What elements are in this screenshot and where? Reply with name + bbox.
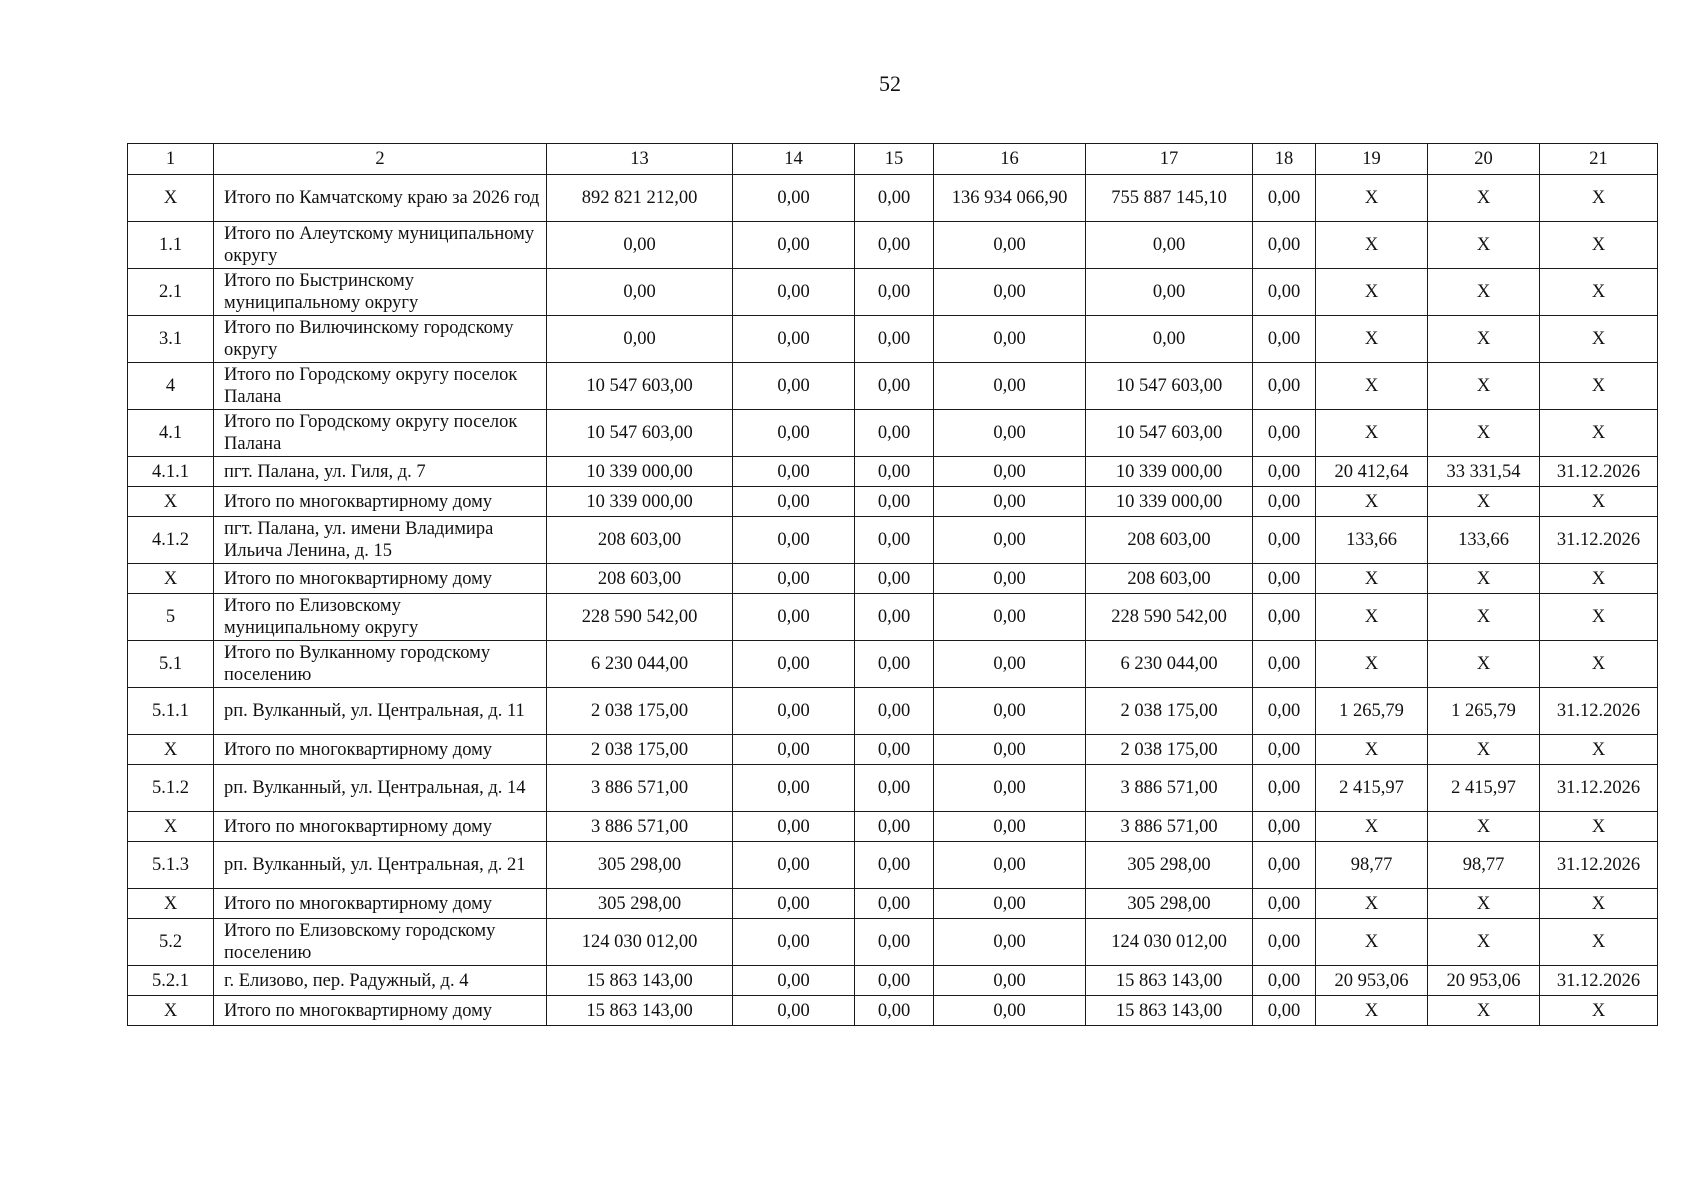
table-cell: 0,00 <box>855 175 934 222</box>
table-cell: Х <box>1428 487 1540 517</box>
table-cell: 10 339 000,00 <box>1086 487 1253 517</box>
table-cell: Х <box>1540 594 1658 641</box>
table-row <box>128 919 1658 966</box>
page-number: 52 <box>879 71 901 96</box>
table-cell: 10 339 000,00 <box>547 487 733 517</box>
row-number-cell: 4.1.2 <box>128 517 214 564</box>
table-cell: 0,00 <box>934 996 1086 1026</box>
table-cell: 208 603,00 <box>1086 564 1253 594</box>
table-cell: 0,00 <box>1253 564 1316 594</box>
table-cell: Х <box>1428 316 1540 363</box>
table-cell: 20 412,64 <box>1316 457 1428 487</box>
table-cell: 0,00 <box>1253 996 1316 1026</box>
row-name-cell: Итого по Вилючинскому городскому округу <box>214 316 547 363</box>
table-cell: 0,00 <box>934 889 1086 919</box>
table-row <box>128 363 1658 410</box>
table-cell: 0,00 <box>1253 363 1316 410</box>
row-name-cell: г. Елизово, пер. Радужный, д. 4 <box>214 966 547 996</box>
table-cell: 15 863 143,00 <box>1086 966 1253 996</box>
table-row <box>128 966 1658 996</box>
table-cell: 133,66 <box>1316 517 1428 564</box>
table-cell: 6 230 044,00 <box>547 641 733 688</box>
table-cell: 3 886 571,00 <box>547 812 733 842</box>
table-cell: Х <box>1316 222 1428 269</box>
table-cell: Х <box>1316 919 1428 966</box>
table-cell: Х <box>1316 316 1428 363</box>
table-cell: 2 038 175,00 <box>547 735 733 765</box>
table-cell: 31.12.2026 <box>1540 842 1658 889</box>
table-cell: 0,00 <box>1253 765 1316 812</box>
table-cell: 20 953,06 <box>1428 966 1540 996</box>
table-cell: 0,00 <box>733 517 855 564</box>
table-cell: 10 339 000,00 <box>1086 457 1253 487</box>
table-cell: Х <box>1540 269 1658 316</box>
table-row <box>128 996 1658 1026</box>
table-cell: 0,00 <box>855 765 934 812</box>
table-cell: 228 590 542,00 <box>1086 594 1253 641</box>
table-cell: 136 934 066,90 <box>934 175 1086 222</box>
column-header: 1 <box>128 144 214 175</box>
table-cell: Х <box>1316 889 1428 919</box>
table-cell: 133,66 <box>1428 517 1540 564</box>
table-body <box>128 175 1658 1026</box>
table-cell: 3 886 571,00 <box>547 765 733 812</box>
row-name-cell: пгт. Палана, ул. имени Владимира Ильича Ленина, д. 15 <box>214 517 547 564</box>
table-cell: Х <box>1540 175 1658 222</box>
table-cell: 98,77 <box>1428 842 1540 889</box>
table-cell: 33 331,54 <box>1428 457 1540 487</box>
table-cell: 0,00 <box>855 919 934 966</box>
table-cell: 10 339 000,00 <box>547 457 733 487</box>
row-number-cell: 1.1 <box>128 222 214 269</box>
row-name-cell: рп. Вулканный, ул. Центральная, д. 11 <box>214 688 547 735</box>
table-cell: Х <box>1540 919 1658 966</box>
table-cell: 31.12.2026 <box>1540 457 1658 487</box>
table-cell: 0,00 <box>547 222 733 269</box>
row-number-cell: 5.1 <box>128 641 214 688</box>
table-cell: 0,00 <box>855 222 934 269</box>
table-cell: 0,00 <box>934 641 1086 688</box>
table-cell: 0,00 <box>934 688 1086 735</box>
table-cell: 0,00 <box>1253 919 1316 966</box>
table-cell: 0,00 <box>934 316 1086 363</box>
table-cell: 0,00 <box>1086 316 1253 363</box>
table-cell: 305 298,00 <box>547 842 733 889</box>
row-name-cell: Итого по Алеутскому муниципальному округу <box>214 222 547 269</box>
table-cell: 0,00 <box>733 812 855 842</box>
table-cell: 228 590 542,00 <box>547 594 733 641</box>
table-cell: 0,00 <box>934 517 1086 564</box>
table-cell: 1 265,79 <box>1316 688 1428 735</box>
row-name-cell: Итого по Елизовскому городскому поселению <box>214 919 547 966</box>
table-cell: 0,00 <box>733 594 855 641</box>
table-cell: 208 603,00 <box>1086 517 1253 564</box>
table-cell: 31.12.2026 <box>1540 517 1658 564</box>
table-cell: 0,00 <box>934 457 1086 487</box>
table-cell: 0,00 <box>547 316 733 363</box>
table-row <box>128 594 1658 641</box>
table-cell: 0,00 <box>934 363 1086 410</box>
table-cell: 0,00 <box>1086 222 1253 269</box>
table-cell: 755 887 145,10 <box>1086 175 1253 222</box>
table-row <box>128 765 1658 812</box>
row-name-cell: Итого по многоквартирному дому <box>214 889 547 919</box>
table-cell: 31.12.2026 <box>1540 688 1658 735</box>
column-header: 2 <box>214 144 547 175</box>
table-cell: Х <box>1316 594 1428 641</box>
table-cell: Х <box>1428 363 1540 410</box>
table-cell: 0,00 <box>934 812 1086 842</box>
row-name-cell: Итого по Быстринскому муниципальному округу <box>214 269 547 316</box>
row-name-cell: Итого по многоквартирному дому <box>214 487 547 517</box>
table-cell: 10 547 603,00 <box>547 410 733 457</box>
table-cell: 15 863 143,00 <box>1086 996 1253 1026</box>
table-cell: 0,00 <box>733 457 855 487</box>
table-cell: 3 886 571,00 <box>1086 765 1253 812</box>
table-cell: 0,00 <box>934 842 1086 889</box>
row-name-cell: Итого по Городскому округу поселок Палана <box>214 410 547 457</box>
table-cell: 305 298,00 <box>1086 842 1253 889</box>
table-cell: Х <box>1316 487 1428 517</box>
row-name-cell: рп. Вулканный, ул. Центральная, д. 21 <box>214 842 547 889</box>
table-cell: Х <box>1316 269 1428 316</box>
table-cell: Х <box>1540 812 1658 842</box>
table-cell: 0,00 <box>1253 688 1316 735</box>
table-cell: 0,00 <box>733 996 855 1026</box>
table-cell: Х <box>1316 812 1428 842</box>
table-cell: 0,00 <box>733 919 855 966</box>
row-number-cell: 4.1.1 <box>128 457 214 487</box>
table-cell: 208 603,00 <box>547 564 733 594</box>
table-cell: Х <box>1428 269 1540 316</box>
table-cell: Х <box>1428 222 1540 269</box>
table-cell: 0,00 <box>855 812 934 842</box>
table-cell: 0,00 <box>1253 222 1316 269</box>
table-cell: 0,00 <box>855 363 934 410</box>
row-name-cell: Итого по многоквартирному дому <box>214 996 547 1026</box>
table-cell: 0,00 <box>733 842 855 889</box>
table-cell: Х <box>1316 175 1428 222</box>
row-name-cell: рп. Вулканный, ул. Центральная, д. 14 <box>214 765 547 812</box>
table-cell: 0,00 <box>934 966 1086 996</box>
row-number-cell: 5.1.1 <box>128 688 214 735</box>
table-row <box>128 812 1658 842</box>
table-cell: 0,00 <box>855 564 934 594</box>
column-header: 18 <box>1253 144 1316 175</box>
column-header: 17 <box>1086 144 1253 175</box>
table-cell: Х <box>1540 996 1658 1026</box>
table-cell: 0,00 <box>1253 641 1316 688</box>
table-cell: 0,00 <box>1253 487 1316 517</box>
table-cell: 31.12.2026 <box>1540 966 1658 996</box>
table-row <box>128 222 1658 269</box>
table-cell: 0,00 <box>733 410 855 457</box>
table-cell: Х <box>1428 594 1540 641</box>
table-cell: 0,00 <box>855 966 934 996</box>
row-number-cell: 5.1.2 <box>128 765 214 812</box>
table-cell: Х <box>1428 735 1540 765</box>
column-header: 15 <box>855 144 934 175</box>
data-table <box>127 143 1658 1026</box>
row-number-cell: Х <box>128 735 214 765</box>
table-cell: 0,00 <box>733 222 855 269</box>
table-cell: 0,00 <box>733 889 855 919</box>
table-row <box>128 269 1658 316</box>
table-cell: 2 415,97 <box>1316 765 1428 812</box>
table-row <box>128 842 1658 889</box>
table-cell: Х <box>1428 919 1540 966</box>
table-cell: 0,00 <box>733 735 855 765</box>
table-cell: 0,00 <box>855 517 934 564</box>
table-cell: 0,00 <box>934 564 1086 594</box>
table-cell: 15 863 143,00 <box>547 996 733 1026</box>
table-cell: 0,00 <box>934 222 1086 269</box>
table-cell: 0,00 <box>855 641 934 688</box>
table-cell: 0,00 <box>855 688 934 735</box>
table-cell: 0,00 <box>733 316 855 363</box>
table-cell: Х <box>1540 735 1658 765</box>
table-cell: Х <box>1428 175 1540 222</box>
row-name-cell: Итого по многоквартирному дому <box>214 735 547 765</box>
table-cell: 0,00 <box>934 269 1086 316</box>
table-cell: 0,00 <box>1253 269 1316 316</box>
table-header-row <box>128 144 1658 175</box>
table-row <box>128 410 1658 457</box>
table-cell: 0,00 <box>733 564 855 594</box>
table-cell: Х <box>1540 889 1658 919</box>
row-number-cell: 5 <box>128 594 214 641</box>
table-cell: 10 547 603,00 <box>547 363 733 410</box>
column-header: 13 <box>547 144 733 175</box>
table-cell: 0,00 <box>733 175 855 222</box>
table-cell: 98,77 <box>1316 842 1428 889</box>
table-cell: Х <box>1540 564 1658 594</box>
table-cell: 0,00 <box>855 889 934 919</box>
table-row <box>128 517 1658 564</box>
table-row <box>128 175 1658 222</box>
table-cell: 0,00 <box>855 269 934 316</box>
column-header: 20 <box>1428 144 1540 175</box>
table-cell: 0,00 <box>733 765 855 812</box>
table-cell: Х <box>1316 564 1428 594</box>
table-cell: Х <box>1316 735 1428 765</box>
table-cell: Х <box>1540 410 1658 457</box>
table-cell: 0,00 <box>733 641 855 688</box>
row-name-cell: Итого по многоквартирному дому <box>214 812 547 842</box>
table-cell: 0,00 <box>547 269 733 316</box>
row-number-cell: 3.1 <box>128 316 214 363</box>
table-cell: 0,00 <box>1253 517 1316 564</box>
table-cell: 124 030 012,00 <box>547 919 733 966</box>
table-cell: 2 038 175,00 <box>1086 688 1253 735</box>
row-number-cell: 5.2.1 <box>128 966 214 996</box>
table-cell: 0,00 <box>733 966 855 996</box>
table-row <box>128 457 1658 487</box>
table-row <box>128 316 1658 363</box>
table-cell: 208 603,00 <box>547 517 733 564</box>
table-row <box>128 487 1658 517</box>
table-cell: 0,00 <box>855 996 934 1026</box>
table-cell: 0,00 <box>934 735 1086 765</box>
row-number-cell: Х <box>128 996 214 1026</box>
table-cell: 0,00 <box>934 487 1086 517</box>
row-number-cell: 4 <box>128 363 214 410</box>
row-name-cell: Итого по Вулканному городскому поселению <box>214 641 547 688</box>
table-cell: 0,00 <box>1253 842 1316 889</box>
row-name-cell: Итого по Городскому округу поселок Палана <box>214 363 547 410</box>
table-row <box>128 564 1658 594</box>
table-cell: Х <box>1316 363 1428 410</box>
table-cell: Х <box>1428 410 1540 457</box>
table-cell: 0,00 <box>733 269 855 316</box>
table-cell: Х <box>1428 641 1540 688</box>
table-cell: 0,00 <box>1253 316 1316 363</box>
table-cell: 0,00 <box>934 919 1086 966</box>
table-cell: Х <box>1540 641 1658 688</box>
table-cell: Х <box>1316 410 1428 457</box>
table-cell: 20 953,06 <box>1316 966 1428 996</box>
table-cell: 305 298,00 <box>1086 889 1253 919</box>
table-cell: Х <box>1428 996 1540 1026</box>
table-cell: 0,00 <box>934 765 1086 812</box>
table-cell: 0,00 <box>1253 175 1316 222</box>
table-cell: 0,00 <box>1253 594 1316 641</box>
table-cell: Х <box>1540 487 1658 517</box>
table-row <box>128 735 1658 765</box>
table-cell: Х <box>1428 564 1540 594</box>
table-cell: 0,00 <box>855 316 934 363</box>
table-cell: 0,00 <box>855 410 934 457</box>
table-cell: 15 863 143,00 <box>547 966 733 996</box>
table-cell: Х <box>1316 641 1428 688</box>
table-cell: 0,00 <box>855 594 934 641</box>
table-cell: Х <box>1428 812 1540 842</box>
table-cell: Х <box>1540 363 1658 410</box>
table-cell: 10 547 603,00 <box>1086 410 1253 457</box>
table-cell: Х <box>1540 316 1658 363</box>
table-cell: Х <box>1540 222 1658 269</box>
row-number-cell: 5.1.3 <box>128 842 214 889</box>
table-cell: 0,00 <box>733 688 855 735</box>
column-header: 19 <box>1316 144 1428 175</box>
row-number-cell: 2.1 <box>128 269 214 316</box>
table-cell: 0,00 <box>934 410 1086 457</box>
row-number-cell: 4.1 <box>128 410 214 457</box>
table-row <box>128 688 1658 735</box>
table-cell: 6 230 044,00 <box>1086 641 1253 688</box>
table-cell: 892 821 212,00 <box>547 175 733 222</box>
table-cell: 0,00 <box>855 842 934 889</box>
row-number-cell: Х <box>128 487 214 517</box>
row-name-cell: Итого по Камчатскому краю за 2026 год <box>214 175 547 222</box>
table-cell: 0,00 <box>934 594 1086 641</box>
row-number-cell: Х <box>128 889 214 919</box>
row-number-cell: 5.2 <box>128 919 214 966</box>
row-name-cell: пгт. Палана, ул. Гиля, д. 7 <box>214 457 547 487</box>
table-cell: 1 265,79 <box>1428 688 1540 735</box>
table-cell: 2 415,97 <box>1428 765 1540 812</box>
table-cell: 0,00 <box>1253 812 1316 842</box>
table-cell: 0,00 <box>855 487 934 517</box>
column-header: 16 <box>934 144 1086 175</box>
table-cell: 0,00 <box>1253 457 1316 487</box>
column-header: 21 <box>1540 144 1658 175</box>
table-cell: 0,00 <box>1253 966 1316 996</box>
table-cell: 0,00 <box>733 363 855 410</box>
table-row <box>128 889 1658 919</box>
table-cell: 0,00 <box>1253 410 1316 457</box>
table-cell: 2 038 175,00 <box>1086 735 1253 765</box>
table-cell: 0,00 <box>855 735 934 765</box>
table-row <box>128 641 1658 688</box>
table-cell: 2 038 175,00 <box>547 688 733 735</box>
table-cell: 31.12.2026 <box>1540 765 1658 812</box>
row-name-cell: Итого по Елизовскому муниципальному округу <box>214 594 547 641</box>
row-number-cell: Х <box>128 564 214 594</box>
row-number-cell: Х <box>128 812 214 842</box>
table-cell: 0,00 <box>1253 735 1316 765</box>
table-cell: 0,00 <box>1253 889 1316 919</box>
table-cell: 124 030 012,00 <box>1086 919 1253 966</box>
table-cell: 10 547 603,00 <box>1086 363 1253 410</box>
table-cell: 3 886 571,00 <box>1086 812 1253 842</box>
table-cell: 0,00 <box>733 487 855 517</box>
table-cell: 0,00 <box>855 457 934 487</box>
table-cell: Х <box>1428 889 1540 919</box>
row-number-cell: Х <box>128 175 214 222</box>
table-cell: 0,00 <box>1086 269 1253 316</box>
column-header: 14 <box>733 144 855 175</box>
table-cell: 305 298,00 <box>547 889 733 919</box>
table-cell: Х <box>1316 996 1428 1026</box>
row-name-cell: Итого по многоквартирному дому <box>214 564 547 594</box>
